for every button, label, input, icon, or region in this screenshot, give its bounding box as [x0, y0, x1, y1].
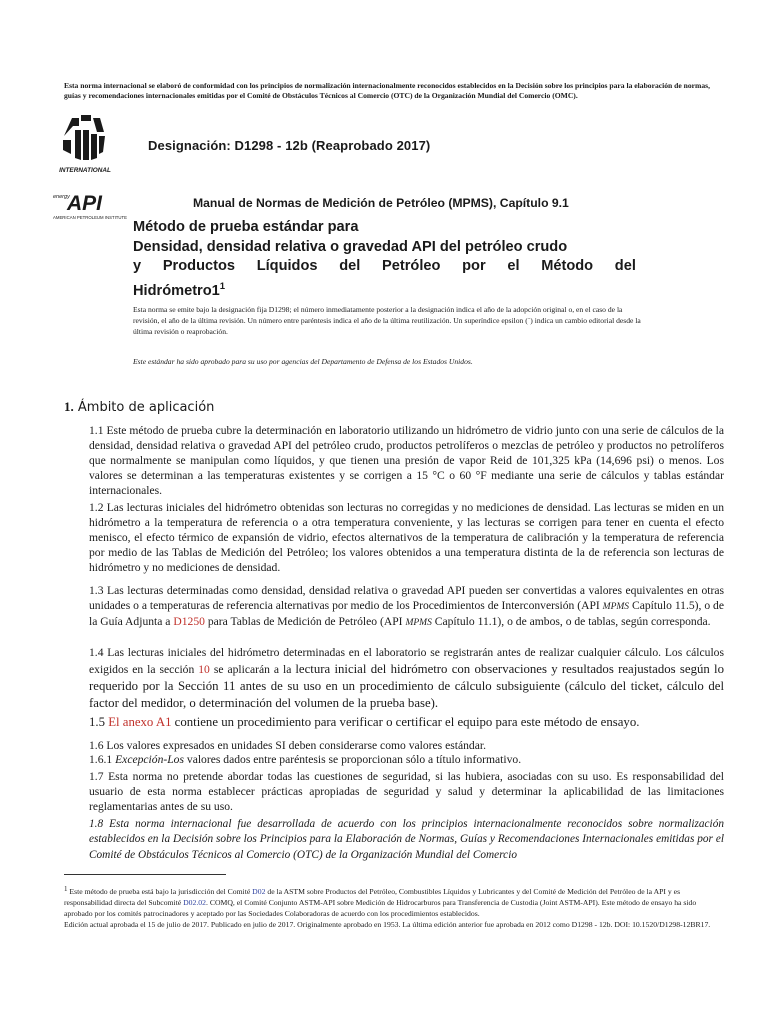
- mpms-chapter: Manual de Normas de Medición de Petróleo (MPMS), Capítulo 9.1: [193, 196, 569, 210]
- section-number: 1.: [64, 399, 74, 414]
- title-line-4: [133, 277, 636, 302]
- paragraph-text: Capítulo 11.1), o de ambos, o de tablas, según corresponda.: [431, 614, 711, 628]
- paragraph-text: 1.7 Esta norma no pretende abordar todas las cuestiones de seguridad, si las hubiera, asociadas con su uso. Es responsabilidad del usuario de esta norma establecer prácticas apropiadas de seguridad y salud y determinar la aplicabilidad de las limitaciones reglamentarias antes de su uso.: [89, 770, 724, 813]
- title-line-1: Método de prueba estándar para: [133, 219, 359, 235]
- title-word: del: [614, 258, 636, 275]
- title-word: Petróleo: [382, 258, 441, 275]
- reference-link-section-10[interactable]: 10: [198, 662, 210, 676]
- api-logo-mark: API: [67, 192, 103, 215]
- title-line-4-text: Hidrómetro1: [133, 282, 220, 299]
- title-word: Productos: [162, 258, 235, 275]
- paragraph-1-6-1: [64, 753, 724, 768]
- section-heading: [64, 399, 214, 415]
- paragraph-text: se aplicarán a la: [209, 662, 296, 676]
- title-footnote-ref[interactable]: 1: [219, 280, 226, 292]
- paragraph-text: contiene un procedimiento para verificar o certificar el equipo para este método de ensayo.: [171, 715, 640, 729]
- section-title: Ámbito de aplicación: [77, 400, 215, 415]
- paragraph-1-3: [64, 584, 724, 631]
- footnote: [64, 884, 726, 930]
- designation: Designación: D1298 - 12b (Reaprobado 2017): [148, 138, 431, 153]
- paragraph-text: lectura inicial del hidrómetro con observaciones y resultados reajustados según lo requerido por la Sección 11 antes de su uso en un procedimiento de cálculo subsiguiente (cálculo del ticket, cálculo del factor del medidor, o determinación del volumen de la prueba base).: [89, 661, 724, 710]
- paragraph-1-7: [64, 770, 724, 815]
- footnote-text: Este método de prueba está bajo la jurisdicción del Comité: [67, 887, 253, 896]
- paragraph-1-5: [64, 714, 724, 730]
- mpms-abbrev: MPMS: [405, 617, 432, 628]
- edition-note: Edición actual aprobada el 15 de julio de 2017. Publicado en julio de 2017. Originalmente aprobado en 1953. La última edición anterior fue aprobada en 2012 como D1298 - 12b. DOI: 10.1520/D1298-12BR17.: [64, 920, 711, 929]
- title-word: por: [462, 258, 486, 275]
- subcommittee-link-d0202[interactable]: D02.02: [183, 898, 206, 907]
- title-word: Método: [541, 258, 594, 275]
- document-title: [133, 218, 636, 301]
- footnote-text: sobre Productos del Petróleo, Combustibles Líquidos y Lubricantes y del Comité de Medición del Petróleo de la API y es responsabilidad directa del Subcomité: [64, 887, 681, 907]
- paragraph-1-1: [64, 424, 724, 499]
- api-logo: [52, 186, 148, 220]
- title-line-3: [133, 257, 636, 277]
- paragraph-1-4: [64, 646, 724, 712]
- footnote-text: de la: [265, 887, 284, 896]
- top-note: Esta norma internacional se elaboró de conformidad con los principios de normalización internacionalmente reconocidos establecidos en la Decisión sobre los principios para la elaboración de normas, guías y recomendaciones internacionales emitidas por el Comité de Obstáculos Técnicos al Comercio (OTC) de la Organización Mundial del Comercio (OMC).: [64, 81, 711, 101]
- issuance-note: Esta norma se emite bajo la designación fija D1298; el número inmediatamente posterior a la designación indica el año de la adopción original o, en el caso de la revisión, el año de la última revisión. Un número entre paréntesis indica el año de la última reutilización. Un superíndice epsilon (´) indica un cambio editorial desde la última revisión o reaprobación.: [133, 305, 641, 337]
- paragraph-text: para Tablas de Medición de Petróleo (API: [204, 614, 406, 628]
- footnote-divider: [64, 874, 226, 875]
- paragraph-text: 1.1 Este método de prueba cubre la determinación en laboratorio utilizando un hidrómetro de vidrio junto con una serie de cálculos de la densidad, densidad relativa o gravedad API del petróleo crudo, productos petrolíferos o mezclas de petróleo y productos no petrolíferos que normalmente se manipulan como líquidos, y que tienen una presión de vapor Reid de 101,325 kPa (14,696 psi) o menos. Los valores se determinan a las temperaturas existentes y se corrigen a 15 °C o 60 °F mediante una serie de cálculos y tablas estándar internacionales.: [89, 424, 724, 497]
- dod-approval-note: Este estándar ha sido aprobado para su uso por agencias del Departamento de Defensa de los Estados Unidos.: [133, 357, 473, 366]
- title-word: y: [133, 258, 142, 275]
- paragraph-1-8: [64, 817, 724, 863]
- exception-label: Excepción-Los: [115, 753, 184, 766]
- mpms-abbrev: MPMS: [602, 601, 630, 612]
- paragraph-text: valores dados entre paréntesis se proporcionan sólo a título informativo.: [184, 753, 522, 766]
- paragraph-text: 1.2 Las lecturas iniciales del hidrómetro obtenidas son lecturas no corregidas y no mediciones de densidad. Las lecturas se miden en un hidrómetro a la temperatura de referencia o a otra temperatura conveniente, y las lecturas se corrigen para tener en cuenta el efecto menisco, el efecto térmico de expansión de vidrio, efectos alternativos de la temperatura de calibración y la temperatura de referencia por medio de las Tablas de Medición del Petróleo; los valores obtenidos a una temperatura distinta de la de referencia son lecturas de hidrómetro y no mediciones de densidad.: [89, 501, 724, 574]
- reference-link-annex-a1[interactable]: El anexo A1: [108, 715, 172, 729]
- footnote-marker: 1: [64, 885, 68, 893]
- title-word: el: [507, 258, 520, 275]
- title-word: Líquidos: [256, 258, 318, 275]
- footnote-text: ASTM: [283, 887, 305, 896]
- paragraph-text: Capítulo 11.5), o de la Guía Adjunta a: [89, 598, 724, 628]
- reference-link-d1250[interactable]: D1250: [173, 614, 205, 628]
- astm-logo: [50, 112, 120, 176]
- paragraph-text: 1.4 Las lecturas iniciales del hidrómetro determinadas en el laboratorio se registrarán antes de realizar cualquier cálculo. Los cálculos exigidos en la sección: [89, 646, 724, 676]
- paragraph-text: 1.8 Esta norma internacional fue desarrollada de acuerdo con los principios internacionalmente reconocidos sobre normalización establecidos en la Decisión sobre los Principios para la Elaboración de Normas, Guías y Recomendaciones Internacionales emitidas por el Comité de Obstáculos Técnicos al Comercio (OTC) de la Organización Mundial del Comercio: [89, 818, 724, 861]
- paragraph-1-6: [64, 739, 724, 754]
- paragraph-text: 1.6.1: [89, 753, 116, 766]
- title-word: del: [339, 258, 361, 275]
- paragraph-text: 1.6 Los valores expresados en unidades SI deben considerarse como valores estándar.: [89, 739, 486, 752]
- astm-logo-text: INTERNATIONAL: [59, 167, 111, 174]
- committee-link-d02[interactable]: D02: [252, 887, 266, 896]
- title-line-2: Densidad, densidad relativa o gravedad API del petróleo crudo: [133, 238, 568, 255]
- footnote-text: . COMQ, el Comité Conjunto ASTM-API sobre Medición de Hidrocarburos para Transferencia de Custodia (Joint ASTM-API). Este método de ensayo ha sido aprobado por los comités patrocinadores y aceptado por las Sociedades Colaboradoras de acuerdo con los procedimientos establecidos.: [64, 898, 697, 918]
- paragraph-text: 1.3 Las lecturas determinadas como densidad, densidad relativa o gravedad API pueden ser convertidas a valores equivalentes en otras unidades o a temperaturas de referencia alternativas por medio de los Procedimientos de Interconversión (API: [89, 584, 724, 612]
- api-logo-institute: AMERICAN PETROLEUM INSTITUTE: [53, 215, 128, 220]
- paragraph-1-2: [64, 501, 724, 576]
- paragraph-text: 1.5: [89, 715, 109, 729]
- api-logo-energy: energy: [53, 194, 70, 200]
